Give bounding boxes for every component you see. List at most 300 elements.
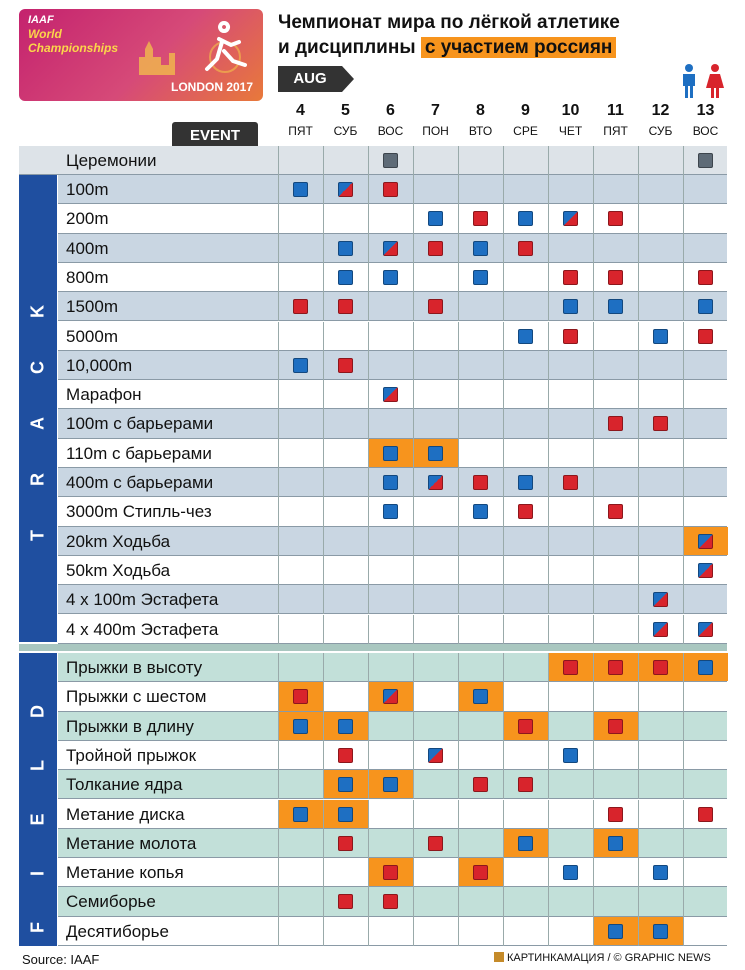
column-divider (548, 887, 549, 916)
section-letter: F (27, 922, 48, 933)
column-divider (368, 380, 369, 409)
women-event-marker (473, 211, 488, 226)
column-divider (503, 263, 504, 292)
column-divider (593, 497, 594, 526)
men-event-marker (428, 446, 443, 461)
column-divider (683, 146, 684, 175)
section-letter: A (27, 417, 48, 430)
men-women-event-marker (383, 387, 398, 402)
column-divider (278, 497, 279, 526)
men-event-marker (383, 446, 398, 461)
column-divider (368, 351, 369, 380)
logo-world-text: World (28, 27, 62, 41)
column-divider (503, 468, 504, 497)
column-divider (323, 146, 324, 175)
column-divider (458, 146, 459, 175)
men-event-marker (473, 241, 488, 256)
table-row (58, 712, 727, 741)
column-divider (503, 322, 504, 351)
column-divider (638, 682, 639, 711)
column-divider (638, 204, 639, 233)
men-event-marker (293, 807, 308, 822)
men-event-marker (338, 241, 353, 256)
column-divider (593, 682, 594, 711)
section-letter: C (27, 361, 48, 374)
men-women-event-marker (698, 563, 713, 578)
men-event-marker (473, 689, 488, 704)
column-divider (503, 682, 504, 711)
column-divider (323, 800, 324, 829)
column-divider (368, 292, 369, 321)
column-divider (458, 712, 459, 741)
table-row (58, 829, 727, 858)
event-label: Прыжки с шестом (66, 687, 207, 707)
column-divider (638, 322, 639, 351)
column-divider (323, 234, 324, 263)
column-divider (593, 234, 594, 263)
day-number: 6 (386, 102, 395, 119)
field-section-bar (19, 653, 57, 946)
column-divider (323, 263, 324, 292)
column-divider (368, 468, 369, 497)
column-divider (368, 741, 369, 770)
column-divider (323, 175, 324, 204)
column-divider (368, 497, 369, 526)
column-divider (413, 741, 414, 770)
column-divider (323, 741, 324, 770)
event-label: Церемонии (66, 151, 157, 170)
event-label: Метание копья (66, 863, 184, 883)
column-divider (458, 380, 459, 409)
table-row (58, 653, 727, 682)
men-women-event-marker (338, 182, 353, 197)
column-divider (503, 351, 504, 380)
column-divider (593, 146, 594, 175)
day-number: 13 (696, 102, 715, 119)
column-divider (683, 234, 684, 263)
women-event-marker (608, 416, 623, 431)
column-divider (638, 556, 639, 585)
column-divider (368, 858, 369, 887)
column-divider (368, 527, 369, 556)
column-divider (278, 146, 279, 175)
column-divider (548, 800, 549, 829)
table-row (58, 615, 727, 644)
men-event-marker (338, 777, 353, 792)
day-of-week: СРЕ (513, 124, 538, 138)
event-label: Прыжки в высоту (66, 658, 203, 677)
event-label: Десятиборье (66, 921, 169, 941)
woman-icon (706, 64, 724, 98)
column-divider (548, 409, 549, 438)
column-divider (683, 770, 684, 799)
column-divider (368, 800, 369, 829)
source-note: Source: IAAF (22, 952, 100, 967)
men-event-marker (293, 719, 308, 734)
column-divider (323, 858, 324, 887)
column-divider (503, 234, 504, 263)
column-divider (278, 887, 279, 916)
table-row (58, 322, 727, 351)
column-divider (458, 741, 459, 770)
day-of-week: СУБ (648, 124, 673, 138)
women-event-marker (608, 504, 623, 519)
column-divider (458, 556, 459, 585)
event-label: Марафон (66, 385, 142, 405)
event-label: 4 x 400m Эстафета (66, 619, 219, 639)
column-divider (548, 653, 549, 682)
women-event-marker (383, 865, 398, 880)
men-event-marker (473, 270, 488, 285)
women-event-marker (563, 660, 578, 675)
section-letter: I (27, 871, 48, 877)
column-divider (413, 497, 414, 526)
film-icon (494, 952, 504, 962)
table-row (58, 204, 727, 233)
column-divider (368, 322, 369, 351)
column-divider (638, 887, 639, 916)
column-divider (278, 175, 279, 204)
table-row (58, 682, 727, 711)
column-divider (683, 829, 684, 858)
women-event-marker (338, 358, 353, 373)
women-event-marker (653, 660, 668, 675)
column-divider (323, 682, 324, 711)
men-event-marker (383, 777, 398, 792)
day-number: 10 (561, 102, 580, 119)
women-event-marker (428, 836, 443, 851)
column-divider (548, 234, 549, 263)
column-divider (638, 527, 639, 556)
men-event-marker (653, 924, 668, 939)
column-divider (413, 234, 414, 263)
men-women-event-marker (428, 475, 443, 490)
women-event-marker (563, 329, 578, 344)
column-divider (323, 585, 324, 614)
ceremony-marker (698, 153, 713, 168)
column-divider (323, 556, 324, 585)
column-divider (593, 887, 594, 916)
column-divider (683, 800, 684, 829)
column-divider (278, 653, 279, 682)
column-divider (548, 351, 549, 380)
column-divider (593, 653, 594, 682)
column-divider (458, 351, 459, 380)
men-event-marker (338, 719, 353, 734)
event-label: Тройной прыжок (66, 745, 197, 765)
day-of-week: СУБ (333, 124, 358, 138)
women-event-marker (698, 270, 713, 285)
men-event-marker (518, 329, 533, 344)
column-divider (638, 380, 639, 409)
column-divider (503, 858, 504, 887)
column-divider (503, 146, 504, 175)
column-divider (503, 497, 504, 526)
day-header-4 (278, 103, 323, 139)
men-women-event-marker (383, 689, 398, 704)
column-divider (503, 527, 504, 556)
title-highlight: с участием россиян (421, 37, 617, 58)
table-row (58, 741, 727, 770)
day-header-6 (368, 103, 413, 139)
column-divider (458, 204, 459, 233)
day-header-12 (638, 103, 683, 139)
logo-iaaf-text: IAAF (28, 14, 54, 26)
page-title (278, 10, 620, 60)
women-event-marker (293, 689, 308, 704)
table-row (58, 556, 727, 585)
column-divider (548, 380, 549, 409)
column-divider (278, 351, 279, 380)
column-divider (368, 146, 369, 175)
column-divider (278, 468, 279, 497)
column-divider (683, 351, 684, 380)
table-row (58, 175, 727, 204)
column-divider (503, 917, 504, 946)
event-column-label: EVENT (172, 122, 258, 150)
column-divider (638, 653, 639, 682)
column-divider (413, 175, 414, 204)
women-event-marker (473, 865, 488, 880)
column-divider (683, 712, 684, 741)
section-letter: L (27, 760, 48, 771)
women-event-marker (518, 241, 533, 256)
women-event-marker (698, 807, 713, 822)
column-divider (683, 380, 684, 409)
men-women-event-marker (563, 211, 578, 226)
column-divider (548, 556, 549, 585)
men-event-marker (608, 299, 623, 314)
column-divider (323, 497, 324, 526)
event-label: 400m (66, 238, 109, 258)
event-label: 10,000m (66, 355, 133, 375)
women-event-marker (383, 182, 398, 197)
women-event-marker (608, 660, 623, 675)
column-divider (458, 800, 459, 829)
men-event-marker (608, 836, 623, 851)
day-number: 4 (296, 102, 305, 119)
column-divider (548, 263, 549, 292)
day-number: 7 (431, 102, 440, 119)
day-header-11 (593, 103, 638, 139)
men-women-event-marker (698, 622, 713, 637)
table-row (58, 917, 727, 946)
column-divider (323, 653, 324, 682)
column-divider (593, 917, 594, 946)
day-number: 12 (651, 102, 670, 119)
column-divider (593, 527, 594, 556)
women-event-marker (518, 777, 533, 792)
column-divider (503, 175, 504, 204)
column-divider (413, 858, 414, 887)
column-divider (548, 585, 549, 614)
event-label: 4 x 100m Эстафета (66, 590, 219, 610)
column-divider (503, 712, 504, 741)
column-divider (368, 887, 369, 916)
event-label: 20km Ходьба (66, 531, 171, 551)
column-divider (683, 887, 684, 916)
column-divider (278, 234, 279, 263)
column-divider (323, 204, 324, 233)
women-event-marker (338, 299, 353, 314)
column-divider (503, 887, 504, 916)
men-event-marker (338, 270, 353, 285)
column-divider (458, 829, 459, 858)
column-divider (593, 175, 594, 204)
column-divider (503, 800, 504, 829)
women-event-marker (338, 748, 353, 763)
column-divider (638, 615, 639, 644)
column-divider (458, 585, 459, 614)
ceremony-marker (383, 153, 398, 168)
column-divider (548, 292, 549, 321)
event-label: 3000m Стипль-чез (66, 502, 212, 522)
column-divider (413, 556, 414, 585)
column-divider (278, 917, 279, 946)
column-divider (503, 204, 504, 233)
men-women-event-marker (653, 622, 668, 637)
column-divider (413, 527, 414, 556)
column-divider (548, 858, 549, 887)
column-divider (458, 858, 459, 887)
column-divider (548, 770, 549, 799)
event-label: Метание молота (66, 833, 197, 853)
column-divider (278, 204, 279, 233)
column-divider (413, 585, 414, 614)
column-divider (278, 527, 279, 556)
women-event-marker (608, 807, 623, 822)
column-divider (323, 439, 324, 468)
men-event-marker (518, 211, 533, 226)
column-divider (548, 741, 549, 770)
column-divider (548, 917, 549, 946)
column-divider (683, 585, 684, 614)
table-row (58, 800, 727, 829)
column-divider (593, 439, 594, 468)
column-divider (638, 351, 639, 380)
table-row (58, 409, 727, 438)
column-divider (593, 712, 594, 741)
men-women-icon (679, 64, 727, 100)
day-header-5 (323, 103, 368, 139)
men-event-marker (383, 475, 398, 490)
event-label: 200m (66, 209, 109, 229)
women-event-marker (518, 719, 533, 734)
column-divider (458, 409, 459, 438)
column-divider (503, 380, 504, 409)
column-divider (503, 439, 504, 468)
section-letter: D (27, 705, 48, 718)
column-divider (278, 409, 279, 438)
column-divider (413, 829, 414, 858)
month-label: AUG (278, 66, 342, 92)
column-divider (413, 682, 414, 711)
women-event-marker (338, 836, 353, 851)
table-row (58, 858, 727, 887)
credit-note (494, 952, 711, 964)
column-divider (368, 439, 369, 468)
column-divider (278, 439, 279, 468)
column-divider (638, 917, 639, 946)
column-divider (593, 770, 594, 799)
table-row (58, 770, 727, 799)
column-divider (413, 146, 414, 175)
men-event-marker (473, 504, 488, 519)
column-divider (458, 439, 459, 468)
women-event-marker (698, 329, 713, 344)
column-divider (638, 234, 639, 263)
women-event-marker (608, 270, 623, 285)
column-divider (368, 409, 369, 438)
men-event-marker (293, 182, 308, 197)
column-divider (503, 615, 504, 644)
column-divider (458, 234, 459, 263)
column-divider (638, 858, 639, 887)
women-event-marker (608, 211, 623, 226)
men-event-marker (383, 270, 398, 285)
women-event-marker (338, 894, 353, 909)
women-event-marker (653, 416, 668, 431)
men-women-event-marker (428, 748, 443, 763)
event-label: 50km Ходьба (66, 560, 171, 580)
column-divider (368, 556, 369, 585)
column-divider (413, 615, 414, 644)
column-divider (548, 527, 549, 556)
column-divider (683, 741, 684, 770)
column-divider (683, 204, 684, 233)
day-of-week: ПЯТ (288, 124, 313, 138)
title-line-1: Чемпионат мира по лёгкой атлетике (278, 12, 620, 33)
column-divider (638, 585, 639, 614)
column-divider (593, 263, 594, 292)
column-divider (548, 204, 549, 233)
column-divider (638, 409, 639, 438)
column-divider (458, 682, 459, 711)
column-divider (638, 292, 639, 321)
column-divider (683, 175, 684, 204)
men-women-event-marker (653, 592, 668, 607)
column-divider (458, 615, 459, 644)
column-divider (278, 615, 279, 644)
day-of-week: ВТО (468, 124, 493, 138)
column-divider (503, 409, 504, 438)
column-divider (503, 585, 504, 614)
table-row (58, 380, 727, 409)
column-divider (368, 615, 369, 644)
column-divider (683, 682, 684, 711)
column-divider (593, 468, 594, 497)
column-divider (323, 829, 324, 858)
day-of-week: ВОС (692, 124, 719, 138)
column-divider (413, 800, 414, 829)
column-divider (323, 380, 324, 409)
column-divider (593, 556, 594, 585)
table-row (58, 887, 727, 916)
section-letter: K (27, 305, 48, 318)
column-divider (323, 351, 324, 380)
column-divider (548, 439, 549, 468)
event-label: Метание диска (66, 804, 185, 824)
column-divider (413, 322, 414, 351)
column-divider (368, 917, 369, 946)
column-divider (638, 800, 639, 829)
column-divider (278, 712, 279, 741)
column-divider (458, 263, 459, 292)
day-header-10 (548, 103, 593, 139)
column-divider (413, 439, 414, 468)
column-divider (323, 409, 324, 438)
men-event-marker (563, 748, 578, 763)
